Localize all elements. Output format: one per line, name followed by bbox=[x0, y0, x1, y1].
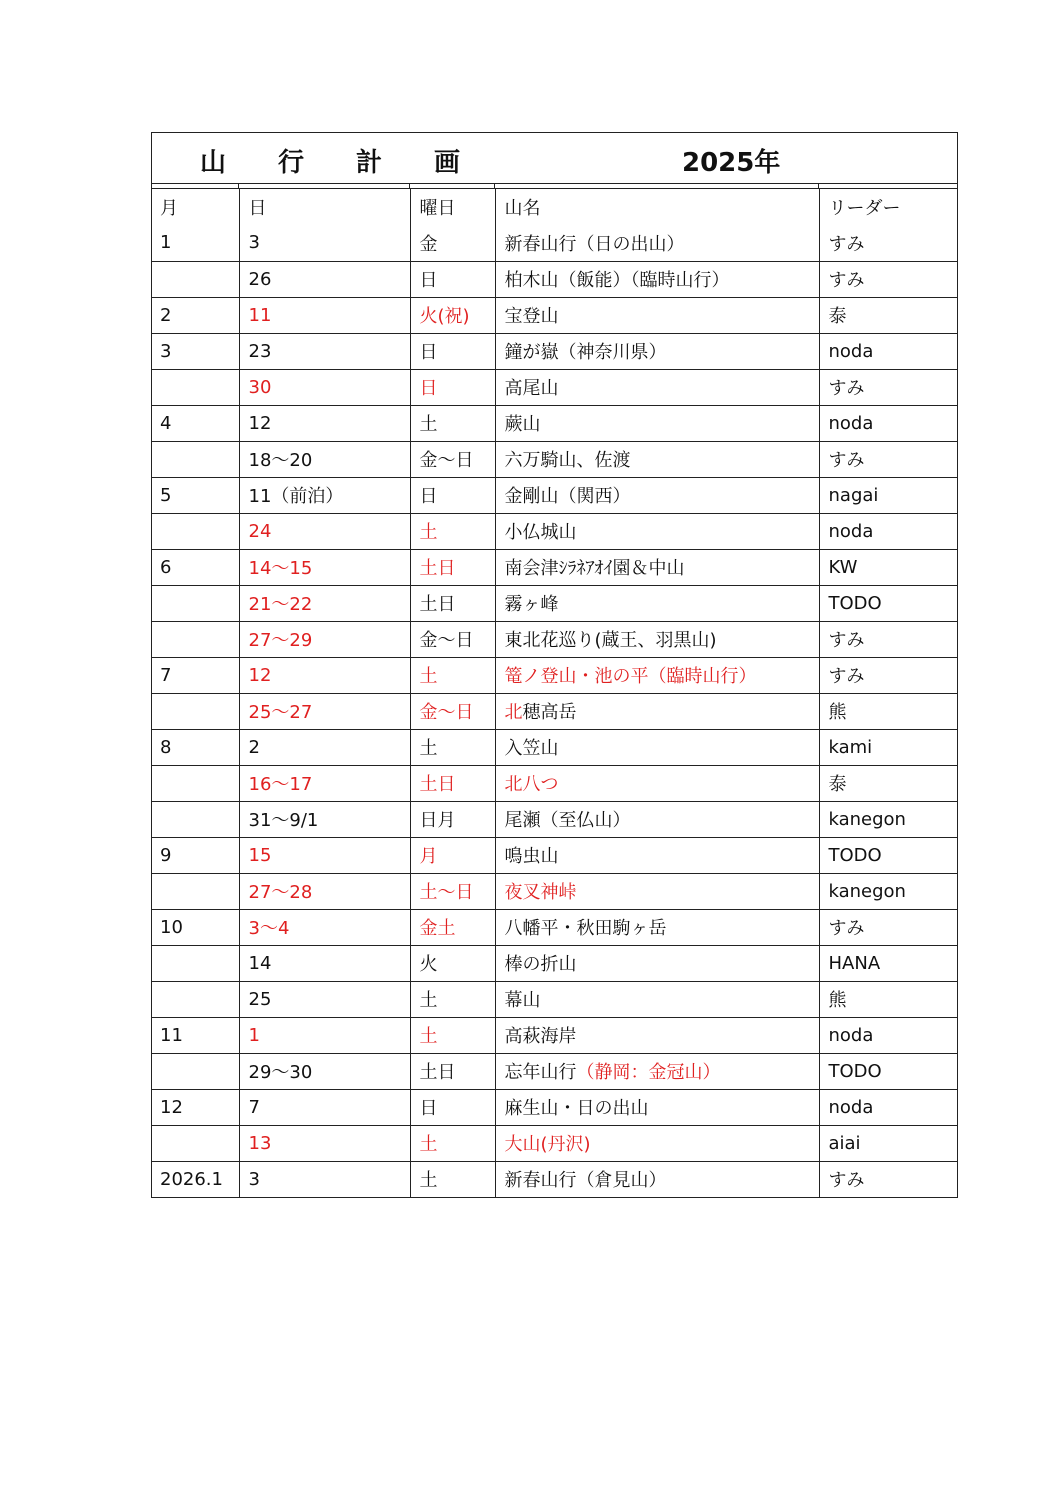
weekday-cell: 金土 bbox=[410, 909, 495, 945]
month-cell bbox=[152, 585, 239, 621]
mountain-name-segment: 小仏城山 bbox=[504, 522, 577, 543]
schedule-body bbox=[152, 225, 957, 1197]
mountain-cell bbox=[495, 981, 819, 1017]
leader-cell: kanegon bbox=[819, 801, 957, 837]
day-cell: 25〜27 bbox=[239, 693, 410, 729]
mountain-name-segment: 棒の折山 bbox=[504, 954, 577, 975]
weekday-cell: 土 bbox=[410, 657, 495, 693]
mountain-name-segment: 忘年山行 bbox=[504, 1062, 577, 1083]
table-row bbox=[152, 945, 957, 981]
table-row bbox=[152, 1017, 957, 1053]
leader-cell: TODO bbox=[819, 585, 957, 621]
month-cell bbox=[152, 261, 239, 297]
table-row bbox=[152, 909, 957, 945]
page-title: 山行計画 bbox=[200, 148, 513, 178]
table-row bbox=[152, 297, 957, 333]
day-cell: 29〜30 bbox=[239, 1053, 410, 1089]
weekday-cell: 月 bbox=[410, 837, 495, 873]
day-cell: 23 bbox=[239, 333, 410, 369]
month-cell bbox=[152, 801, 239, 837]
day-cell: 12 bbox=[239, 405, 410, 441]
day-cell: 14〜15 bbox=[239, 549, 410, 585]
month-cell bbox=[152, 945, 239, 981]
day-cell: 3 bbox=[239, 1161, 410, 1197]
table-row bbox=[152, 621, 957, 657]
weekday-cell: 土 bbox=[410, 1017, 495, 1053]
weekday-cell: 日月 bbox=[410, 801, 495, 837]
mountain-name-segment: 北八つ bbox=[504, 774, 559, 795]
leader-cell: すみ bbox=[819, 621, 957, 657]
leader-cell: KW bbox=[819, 549, 957, 585]
day-cell: 21〜22 bbox=[239, 585, 410, 621]
day-cell: 3〜4 bbox=[239, 909, 410, 945]
header-leader: リーダー bbox=[828, 198, 901, 219]
month-cell: 10 bbox=[152, 909, 239, 945]
mountain-cell bbox=[495, 657, 819, 693]
day-cell: 24 bbox=[239, 513, 410, 549]
month-cell bbox=[152, 693, 239, 729]
mountain-name-segment: 鐘が嶽（神奈川県） bbox=[504, 342, 667, 363]
day-cell: 26 bbox=[239, 261, 410, 297]
table-row bbox=[152, 693, 957, 729]
mountain-cell bbox=[495, 369, 819, 405]
leader-cell: noda bbox=[819, 333, 957, 369]
table-row bbox=[152, 585, 957, 621]
schedule-sheet bbox=[151, 132, 958, 1198]
mountain-name-segment: 穂高岳 bbox=[522, 702, 577, 723]
title-year: 2025年 bbox=[682, 148, 781, 178]
month-cell: 7 bbox=[152, 657, 239, 693]
day-cell: 1 bbox=[239, 1017, 410, 1053]
table-row bbox=[152, 369, 957, 405]
mountain-name-segment: 新春山行（日の出山） bbox=[504, 233, 685, 255]
leader-cell: noda bbox=[819, 1089, 957, 1125]
mountain-name-segment: 宝登山 bbox=[504, 306, 559, 327]
leader-cell: 泰 bbox=[819, 297, 957, 333]
table-row bbox=[152, 801, 957, 837]
month-cell: 12 bbox=[152, 1089, 239, 1125]
leader-cell: TODO bbox=[819, 1053, 957, 1089]
month-cell bbox=[152, 441, 239, 477]
day-cell: 11 bbox=[239, 297, 410, 333]
mountain-name-segment: 北 bbox=[504, 702, 523, 723]
month-cell: 2026.1 bbox=[152, 1161, 239, 1197]
mountain-name-segment: 篭ノ登山・池の平（臨時山行） bbox=[504, 666, 757, 687]
mountain-name-segment: 八幡平・秋田駒ヶ岳 bbox=[504, 918, 667, 939]
mountain-name-segment: 麻生山・日の出山 bbox=[504, 1098, 649, 1119]
day-cell: 27〜29 bbox=[239, 621, 410, 657]
table-row bbox=[152, 405, 957, 441]
mountain-name-segment: （静岡：金冠山） bbox=[576, 1062, 721, 1083]
day-cell: 11（前泊） bbox=[239, 477, 410, 513]
column-divider bbox=[818, 184, 819, 188]
mountain-name-segment: 幕山 bbox=[504, 990, 541, 1011]
column-divider bbox=[409, 184, 410, 188]
mountain-cell bbox=[495, 1089, 819, 1125]
table-row bbox=[152, 1053, 957, 1089]
mountain-cell bbox=[495, 1053, 819, 1089]
weekday-cell: 日 bbox=[410, 261, 495, 297]
header-mountain: 山名 bbox=[495, 189, 819, 225]
month-cell bbox=[152, 621, 239, 657]
weekday-cell: 土 bbox=[410, 1161, 495, 1197]
column-divider bbox=[494, 184, 495, 188]
mountain-name-segment: 高萩海岸 bbox=[504, 1026, 577, 1047]
mountain-cell bbox=[495, 549, 819, 585]
weekday-cell: 土 bbox=[410, 729, 495, 765]
mountain-cell bbox=[495, 585, 819, 621]
weekday-cell: 金〜日 bbox=[410, 441, 495, 477]
weekday-cell: 土 bbox=[410, 513, 495, 549]
weekday-cell: 土 bbox=[410, 981, 495, 1017]
month-cell: 2 bbox=[152, 297, 239, 333]
month-cell: 4 bbox=[152, 405, 239, 441]
mountain-cell bbox=[495, 261, 819, 297]
table-row bbox=[152, 1089, 957, 1125]
month-cell: 1 bbox=[152, 225, 239, 261]
mountain-cell bbox=[495, 801, 819, 837]
mountain-cell bbox=[495, 441, 819, 477]
month-cell bbox=[152, 873, 239, 909]
mountain-name-segment: 新春山行（倉見山） bbox=[504, 1170, 667, 1192]
leader-cell: noda bbox=[819, 513, 957, 549]
leader-cell: すみ bbox=[828, 1170, 865, 1192]
title-row bbox=[152, 133, 957, 184]
weekday-cell: 金〜日 bbox=[410, 621, 495, 657]
day-cell: 7 bbox=[239, 1089, 410, 1125]
mountain-cell bbox=[495, 1125, 819, 1161]
mountain-cell bbox=[495, 225, 819, 261]
mountain-name-segment: 尾瀬（至仏山） bbox=[504, 810, 631, 831]
mountain-cell bbox=[495, 729, 819, 765]
header-row bbox=[152, 189, 957, 225]
weekday-cell: 土 bbox=[410, 405, 495, 441]
month-cell: 9 bbox=[152, 837, 239, 873]
mountain-name-segment: 蕨山 bbox=[504, 414, 541, 435]
weekday-cell: 土〜日 bbox=[410, 873, 495, 909]
mountain-cell bbox=[495, 945, 819, 981]
mountain-cell bbox=[495, 909, 819, 945]
month-cell: 6 bbox=[152, 549, 239, 585]
day-cell: 13 bbox=[239, 1125, 410, 1161]
month-cell: 5 bbox=[152, 477, 239, 513]
table-row bbox=[152, 1161, 957, 1197]
leader-cell: HANA bbox=[819, 945, 957, 981]
mountain-cell bbox=[495, 873, 819, 909]
weekday-cell: 火 bbox=[410, 945, 495, 981]
weekday-cell: 火(祝) bbox=[410, 297, 495, 333]
mountain-cell bbox=[495, 765, 819, 801]
day-cell: 18〜20 bbox=[239, 441, 410, 477]
table-row bbox=[152, 225, 957, 261]
header-month: 月 bbox=[152, 189, 239, 225]
table-row bbox=[152, 549, 957, 585]
month-cell bbox=[152, 369, 239, 405]
schedule-table bbox=[152, 189, 957, 1197]
leader-cell: すみ bbox=[819, 225, 957, 261]
mountain-cell bbox=[495, 513, 819, 549]
weekday-cell: 金〜日 bbox=[410, 693, 495, 729]
table-row bbox=[152, 873, 957, 909]
day-cell: 30 bbox=[239, 369, 410, 405]
leader-cell: すみ bbox=[819, 909, 957, 945]
leader-cell: TODO bbox=[819, 837, 957, 873]
leader-cell: kami bbox=[819, 729, 957, 765]
day-cell: 16〜17 bbox=[239, 765, 410, 801]
mountain-name-segment: 高尾山 bbox=[504, 378, 559, 399]
weekday-cell: 日 bbox=[410, 369, 495, 405]
mountain-name-segment: 夜叉神峠 bbox=[504, 882, 577, 903]
leader-cell: 熊 bbox=[819, 981, 957, 1017]
table-row bbox=[152, 729, 957, 765]
leader-cell: すみ bbox=[819, 657, 957, 693]
leader-cell: nagai bbox=[819, 477, 957, 513]
leader-cell: 熊 bbox=[819, 693, 957, 729]
month-cell: 3 bbox=[152, 333, 239, 369]
day-cell: 2 bbox=[239, 729, 410, 765]
leader-cell: すみ bbox=[819, 441, 957, 477]
day-cell: 27〜28 bbox=[239, 873, 410, 909]
mountain-cell bbox=[495, 1017, 819, 1053]
mountain-name-segment: 柏木山（飯能）（臨時山行） bbox=[504, 270, 730, 291]
mountain-cell bbox=[495, 477, 819, 513]
table-row bbox=[152, 837, 957, 873]
day-cell: 25 bbox=[239, 981, 410, 1017]
mountain-cell bbox=[495, 405, 819, 441]
weekday-cell: 日 bbox=[410, 477, 495, 513]
weekday-cell: 土日 bbox=[410, 585, 495, 621]
table-row bbox=[152, 477, 957, 513]
mountain-name-segment: 金剛山（関西） bbox=[504, 486, 631, 507]
leader-cell: noda bbox=[819, 1017, 957, 1053]
leader-cell: noda bbox=[819, 405, 957, 441]
header-gap-row bbox=[152, 184, 957, 189]
month-cell: 11 bbox=[152, 1017, 239, 1053]
table-row bbox=[152, 981, 957, 1017]
table-row bbox=[152, 657, 957, 693]
weekday-cell: 金 bbox=[410, 225, 495, 261]
table-row bbox=[152, 333, 957, 369]
mountain-cell bbox=[495, 837, 819, 873]
table-row bbox=[152, 441, 957, 477]
weekday-cell: 土日 bbox=[410, 549, 495, 585]
day-cell: 3 bbox=[239, 225, 410, 261]
leader-cell: aiai bbox=[819, 1125, 957, 1161]
table-row bbox=[152, 261, 957, 297]
mountain-name-segment: 大山(丹沢) bbox=[504, 1134, 591, 1155]
day-cell: 15 bbox=[239, 837, 410, 873]
day-cell: 14 bbox=[239, 945, 410, 981]
month-cell bbox=[152, 765, 239, 801]
column-divider bbox=[238, 184, 239, 188]
weekday-cell: 土日 bbox=[410, 1053, 495, 1089]
leader-cell: 泰 bbox=[819, 765, 957, 801]
month-cell bbox=[152, 513, 239, 549]
table-row bbox=[152, 765, 957, 801]
month-cell bbox=[152, 981, 239, 1017]
mountain-cell bbox=[495, 693, 819, 729]
leader-cell: kanegon bbox=[819, 873, 957, 909]
table-row bbox=[152, 1125, 957, 1161]
mountain-cell bbox=[495, 1161, 819, 1197]
mountain-name-segment: 鳴虫山 bbox=[504, 846, 559, 867]
day-cell: 31〜9/1 bbox=[239, 801, 410, 837]
weekday-cell: 日 bbox=[410, 333, 495, 369]
leader-cell: すみ bbox=[819, 261, 957, 297]
mountain-cell bbox=[495, 621, 819, 657]
mountain-cell bbox=[495, 333, 819, 369]
leader-cell: すみ bbox=[819, 369, 957, 405]
weekday-cell: 日 bbox=[410, 1089, 495, 1125]
mountain-name-segment: 六万騎山、佐渡 bbox=[504, 450, 631, 471]
day-cell: 12 bbox=[239, 657, 410, 693]
mountain-name-segment: 南会津ｼﾗﾈｱｵｲ園＆中山 bbox=[504, 558, 685, 579]
weekday-cell: 土 bbox=[410, 1125, 495, 1161]
table-row bbox=[152, 513, 957, 549]
weekday-cell: 土日 bbox=[410, 765, 495, 801]
mountain-cell bbox=[495, 297, 819, 333]
month-cell bbox=[152, 1053, 239, 1089]
mountain-name-segment: 霧ヶ峰 bbox=[504, 594, 559, 615]
mountain-name-segment: 入笠山 bbox=[504, 738, 559, 759]
header-weekday: 曜日 bbox=[410, 189, 495, 225]
month-cell: 8 bbox=[152, 729, 239, 765]
month-cell bbox=[152, 1125, 239, 1161]
mountain-name-segment: 東北花巡り(蔵王、羽黒山) bbox=[504, 630, 717, 651]
header-day: 日 bbox=[239, 189, 410, 225]
